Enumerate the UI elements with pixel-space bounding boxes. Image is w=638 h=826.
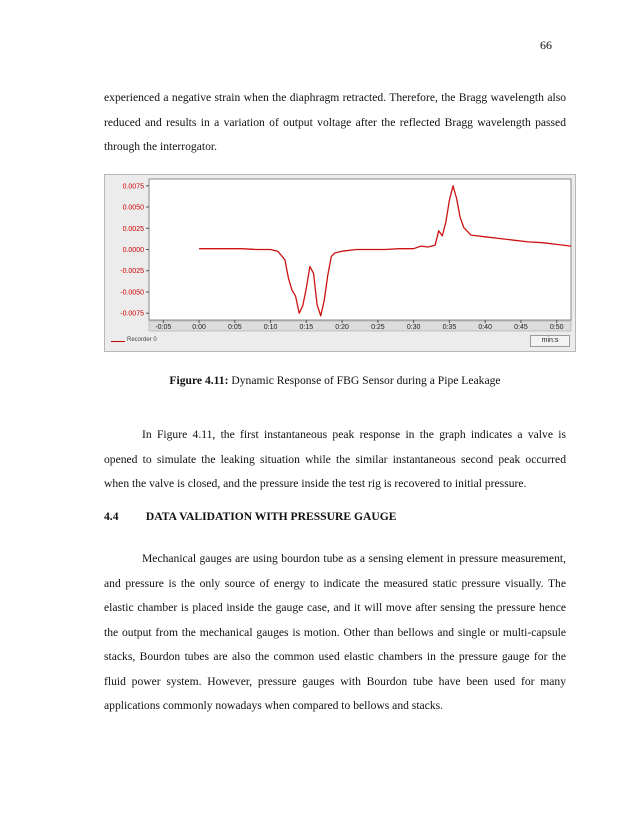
- chart-svg: [105, 175, 575, 351]
- time-units-label: min:s: [530, 335, 570, 347]
- x-tick-label: 0:25: [371, 324, 385, 331]
- y-tick-label: -0.0075: [120, 310, 144, 318]
- y-tick-label: -0.0050: [120, 289, 144, 297]
- figure-caption: [104, 374, 566, 387]
- section-number: 4.4: [104, 510, 119, 523]
- x-tick-label: -0:05: [155, 324, 172, 331]
- x-tick-label: 0:10: [263, 324, 278, 331]
- legend-line: [111, 341, 125, 342]
- legend-label: Recorder 0: [127, 337, 157, 343]
- x-tick-label: 0:20: [335, 324, 349, 331]
- y-tick-label: 0.0025: [122, 225, 144, 233]
- x-tick-label: 0:50: [549, 324, 564, 331]
- x-tick-label: 0:45: [514, 324, 528, 331]
- figure-caption-text: Dynamic Response of FBG Sensor during a Pipe Leakage: [231, 374, 501, 387]
- x-tick-label: 0:30: [406, 324, 421, 331]
- x-tick-label: 0:05: [228, 324, 242, 331]
- x-tick-label: 0:35: [442, 324, 457, 331]
- figure-label: Figure 4.11:: [169, 374, 229, 387]
- section-heading: [104, 510, 397, 523]
- discussion-paragraph: In Figure 4.11, the first instantaneous peak response in the graph indicates a valve is opened to simulate the leaking situation while the similar instantaneous second peak occurred when the valve is closed, and the pressure inside the test rig is recovered to initial pressure.: [104, 428, 566, 490]
- y-tick-label: 0.0050: [122, 204, 144, 212]
- x-tick-label: 0:00: [192, 324, 206, 331]
- x-tick-label: 0:40: [478, 324, 492, 331]
- y-tick-label: -0.0025: [120, 268, 144, 276]
- intro-paragraph: experienced a negative strain when the diaphragm retracted. Therefore, the Bragg wavelength also reduced and results in a variation of output voltage after the reflected Bragg wavelength passed through the interrogator.: [104, 91, 566, 153]
- x-tick-label: 0:15: [299, 324, 314, 331]
- section-paragraph: Mechanical gauges are using bourdon tube as a sensing element in pressure measurement, and pressure is the only source of energy to indicate the measured static pressure visually. The elastic chamber is placed inside the gauge case, and it will move after sensing the pressure hence the output from the mechanical gauges is motion. Other than bellows and single or multi-capsule stacks, Bourdon tubes are also the common used elastic chambers in the pressure gauge for the fluid power system. However, pressure gauges with Bourdon tube have been used for many applications commonly nowadays when compared to bellows and stacks.: [104, 552, 566, 712]
- y-tick-label: 0.0075: [122, 183, 144, 191]
- section-title: DATA VALIDATION WITH PRESSURE GAUGE: [145, 510, 397, 523]
- y-tick-label: 0.0000: [122, 247, 144, 254]
- x-axis-strip: [149, 321, 571, 331]
- page-number: 66: [540, 38, 552, 52]
- figure-chart: [104, 174, 576, 352]
